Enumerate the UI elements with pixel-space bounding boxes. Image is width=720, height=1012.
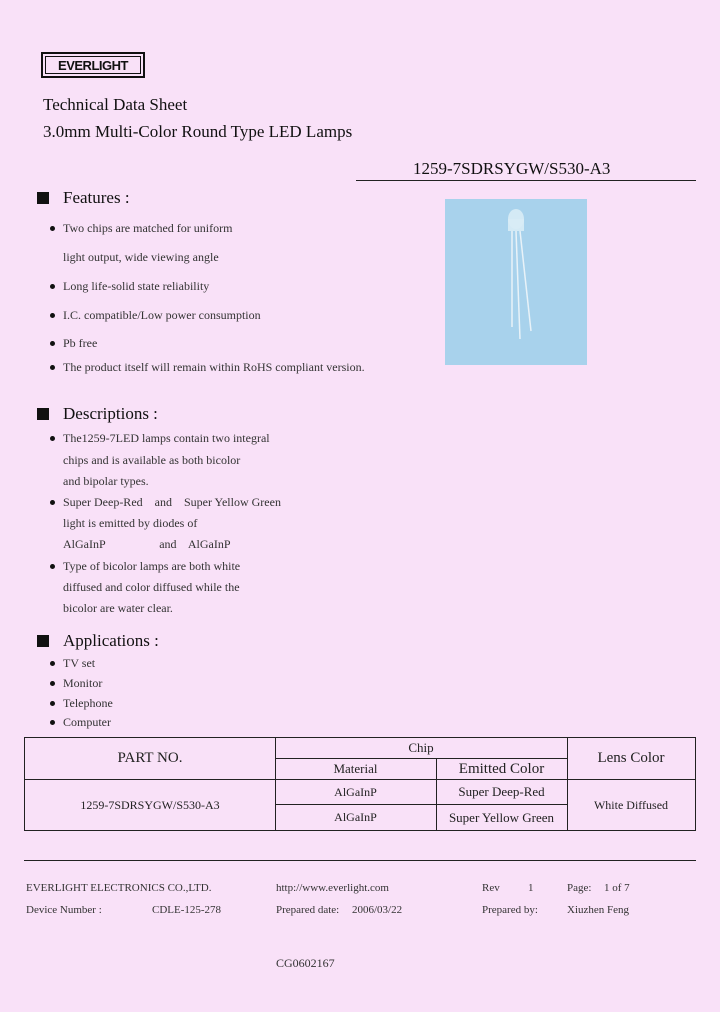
material-value: AlGaInP — [334, 784, 377, 799]
applications-heading: Applications : — [37, 631, 159, 651]
material-value: AlGaInP — [334, 810, 377, 824]
bullet-icon — [50, 313, 55, 318]
part-number-heading: 1259-7SDRSYGW/S530-A3 — [413, 159, 611, 178]
bullet-icon — [50, 681, 55, 686]
chip-header: Chip — [408, 740, 434, 755]
bullet-icon — [50, 365, 55, 370]
emitted-color-header: Emitted Color — [458, 760, 545, 777]
page-label: Page: — [567, 882, 592, 894]
part-no-header: PART NO. — [117, 750, 183, 766]
part-table — [24, 737, 696, 831]
device-number-value: CDLE-125-278 — [152, 904, 222, 916]
section-square-icon — [37, 192, 49, 204]
bullet-icon — [50, 701, 55, 706]
rev-label: Rev — [482, 882, 500, 894]
everlight-logo — [41, 52, 145, 78]
list-item: Computer — [50, 715, 111, 730]
logo-text: EVERLIGHT — [45, 56, 141, 74]
material-header: Material — [333, 761, 378, 776]
list-item: Super Deep-Red and Super Yellow Green — [50, 495, 281, 510]
bullet-icon — [50, 661, 55, 666]
part-no-value: 1259-7SDRSYGW/S530-A3 — [80, 797, 220, 812]
prepared-by-label: Prepared by: — [482, 904, 538, 916]
doc-title: Technical Data Sheet — [43, 95, 188, 114]
bullet-icon — [50, 226, 55, 231]
section-square-icon — [37, 635, 49, 647]
bullet-icon — [50, 284, 55, 289]
list-item-continuation: bicolor are water clear. — [63, 601, 173, 615]
list-item: Two chips are matched for uniform — [50, 221, 232, 236]
prepared-by-value: Xiuzhen Feng — [567, 904, 630, 916]
document-code: CG0602167 — [276, 956, 335, 970]
list-item-continuation: chips and is available as both bicolor — [63, 453, 241, 467]
bullet-icon — [50, 564, 55, 569]
list-item: Type of bicolor lamps are both white — [50, 559, 240, 574]
list-item: Pb free — [50, 336, 97, 351]
list-item: I.C. compatible/Low power consumption — [50, 308, 261, 323]
bullet-icon — [50, 436, 55, 441]
bullet-icon — [50, 341, 55, 346]
footer-rule — [24, 860, 696, 861]
header-rule — [356, 180, 696, 181]
descriptions-heading: Descriptions : — [37, 404, 158, 424]
list-item-continuation: AlGaInP and AlGaInP — [63, 537, 231, 551]
led-product-image — [445, 199, 587, 365]
device-number-label: Device Number : — [26, 904, 102, 916]
lens-color-value: White Diffused — [593, 797, 669, 812]
list-item-continuation: light is emitted by diodes of — [63, 516, 198, 530]
bullet-icon — [50, 500, 55, 505]
lens-color-header: Lens Color — [597, 750, 665, 766]
emitted-color-value: Super Yellow Green — [448, 809, 555, 825]
list-item-continuation: and bipolar types. — [63, 474, 149, 488]
list-item-continuation: diffused and color diffused while the — [63, 580, 240, 594]
page-value: 1 of 7 — [604, 882, 630, 894]
prepared-date-label: Prepared date: — [276, 904, 340, 916]
list-item: The product itself will remain within RoHS compliant version. — [50, 360, 365, 375]
list-item: Long life-solid state reliability — [50, 279, 209, 294]
list-item-continuation: light output, wide viewing angle — [63, 250, 219, 264]
features-heading: Features : — [37, 188, 130, 208]
emitted-color-value: Super Deep-Red — [458, 784, 545, 799]
list-item: Telephone — [50, 696, 113, 711]
bullet-icon — [50, 720, 55, 725]
list-item: TV set — [50, 656, 95, 671]
list-item: Monitor — [50, 676, 102, 691]
company-url: http://www.everlight.com — [276, 882, 389, 894]
prepared-date-value: 2006/03/22 — [352, 904, 403, 916]
rev-value: 1 — [528, 882, 534, 894]
company-name: EVERLIGHT ELECTRONICS CO.,LTD. — [26, 882, 212, 894]
list-item: The1259-7LED lamps contain two integral — [50, 431, 270, 446]
section-square-icon — [37, 408, 49, 420]
doc-subtitle: 3.0mm Multi-Color Round Type LED Lamps — [43, 122, 353, 141]
